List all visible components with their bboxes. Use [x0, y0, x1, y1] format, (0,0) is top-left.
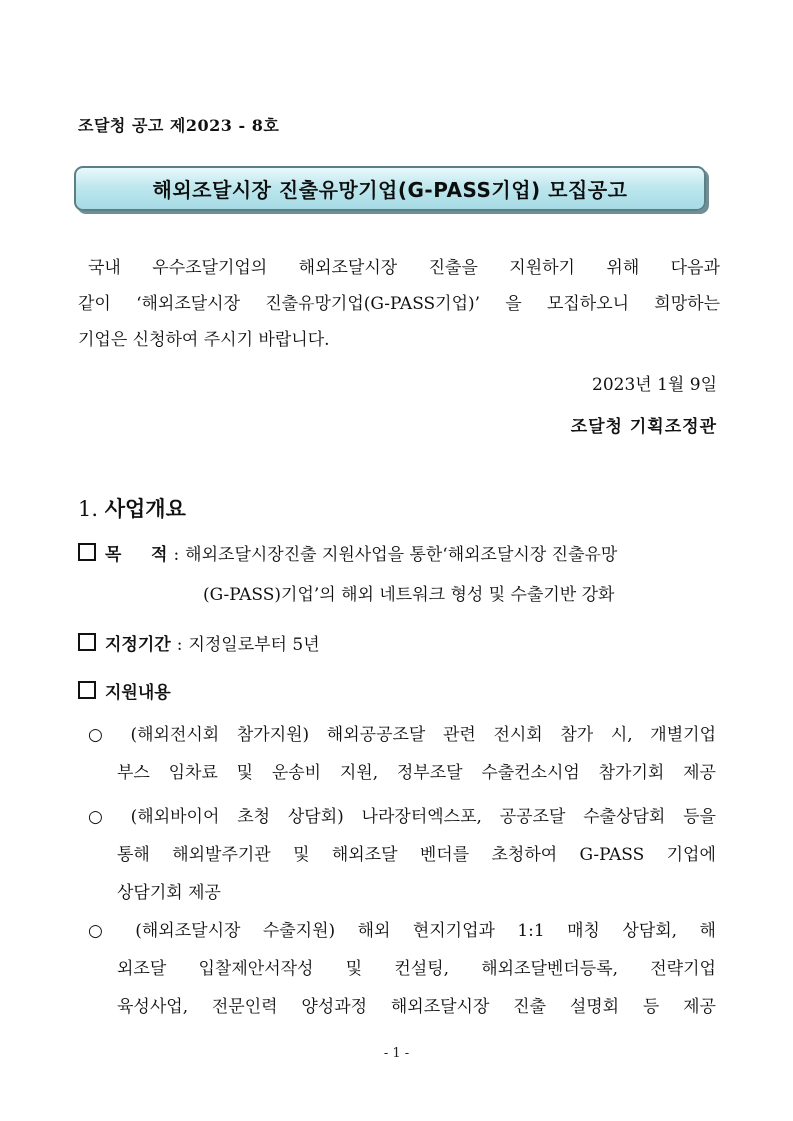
bullet-word: 참가기회: [598, 763, 665, 783]
announcement-date: 2023년 1월 9일: [592, 375, 717, 395]
bullet-word: 통해: [117, 845, 150, 865]
intro-paragraph: [78, 250, 720, 358]
bullet-word: 현지기업과: [412, 921, 495, 941]
bullet-word: 제공: [683, 763, 716, 783]
issuer: 조달청 기획조정관: [570, 417, 717, 437]
support-bullet-2: [88, 798, 716, 912]
bullet-word: 해외조달시장: [390, 997, 490, 1017]
intro-word: 을: [505, 294, 522, 314]
designation-label: 지정기간: [105, 635, 171, 655]
bullet-line: [88, 836, 716, 874]
bullet-word: 상담회): [287, 807, 344, 827]
intro-word: 진출유망기업(G-PASS기업)’: [265, 294, 481, 314]
bullet-word: 외조달: [117, 959, 167, 979]
separator: :: [176, 635, 183, 655]
intro-word: 같이: [78, 294, 111, 314]
intro-word: ‘해외조달시장: [136, 294, 241, 314]
circle-bullet-icon: ○: [88, 921, 103, 941]
bullet-word: 참가지원): [236, 725, 310, 745]
bullet-word: 수출지원): [262, 921, 336, 941]
bullet-word: 해외조달벤더등록,: [481, 959, 619, 979]
bullet-word: (해외바이어: [130, 807, 220, 827]
section-heading: [78, 493, 186, 523]
bullet-word: 개별기업: [650, 725, 716, 745]
bullet-word: 및: [345, 959, 363, 979]
bullet-word: 공공조달: [499, 807, 566, 827]
bullet-word: 부스: [117, 763, 150, 783]
intro-word: 지원하기: [509, 258, 575, 278]
bullet-word: (해외조달시장: [135, 921, 241, 941]
bullet-word: 임차료: [168, 763, 218, 783]
intro-word: 국내: [88, 258, 121, 278]
bullet-word: 제공: [683, 997, 716, 1017]
bullet-line: [88, 912, 716, 950]
bullet-word: 정부조달: [396, 763, 463, 783]
intro-word: 우수조달기업의: [152, 258, 268, 278]
bullet-word: 설명회: [569, 997, 620, 1017]
document-title: 해외조달시장 진출유망기업(G-PASS기업) 모집공고: [152, 178, 628, 202]
support-bullet-1: [88, 716, 716, 792]
bullet-word: 전시회: [493, 725, 543, 745]
bullet-line: [88, 798, 716, 836]
intro-word: 다음과: [670, 258, 720, 278]
bullet-word: 및: [236, 763, 254, 783]
intro-word: 진출을: [428, 258, 478, 278]
bullet-word: 기업에: [666, 845, 716, 865]
bullet-line: [88, 950, 716, 988]
designation-value: 지정일로부터 5년: [188, 635, 320, 655]
intro-word: 해외조달시장: [298, 258, 398, 278]
intro-line-1: [78, 250, 720, 286]
bullet-word: 양성과정: [301, 997, 368, 1017]
bullet-word: 수출상담회: [583, 807, 666, 827]
bullet-word: 수출컨소시엄: [481, 763, 580, 783]
bullet-word: 관련: [442, 725, 476, 745]
bullet-word: 지원,: [339, 763, 379, 783]
bullet-word: 시,: [610, 725, 633, 745]
intro-line-2: [78, 286, 720, 322]
bullet-word: 및: [293, 845, 310, 865]
circle-bullet-icon: ○: [88, 807, 103, 827]
bullet-word: 해: [699, 921, 716, 941]
bullet-line: [88, 716, 716, 754]
notice-number: 조달청 공고 제2023 - 8호: [78, 116, 280, 135]
bullet-word: 해외: [357, 921, 391, 941]
title-banner: [74, 166, 706, 211]
bullet-word: 벤더를: [419, 845, 470, 865]
bullet-word: 해외조달: [331, 845, 398, 865]
bullet-word: 상담회,: [622, 921, 678, 941]
bullet-word: 초청: [237, 807, 271, 827]
bullet-word: 해외공공조달: [326, 725, 426, 745]
purpose-item: [78, 540, 617, 565]
bullet-word: 초청하여: [491, 845, 558, 865]
circle-bullet-icon: ○: [88, 725, 103, 745]
bullet-word: 1:1: [517, 921, 545, 941]
separator: :: [173, 545, 180, 565]
bullet-word: 전략기업: [650, 959, 716, 979]
intro-line-3: 기업은 신청하여 주시기 바랍니다.: [78, 330, 330, 350]
bullet-word: 해외발주기관: [172, 845, 271, 865]
bullet-word: (해외전시회: [130, 725, 220, 745]
intro-word: 희망하는: [654, 294, 720, 314]
bullet-text: 상담기회 제공: [117, 883, 221, 903]
purpose-line-1: 해외조달시장진출 지원사업을 통한‘해외조달시장 진출유망: [185, 545, 618, 565]
page-number: - 1 -: [383, 1046, 410, 1061]
bullet-word: 운송비: [271, 763, 322, 783]
intro-word: 위해: [606, 258, 640, 278]
square-bullet-icon: [78, 543, 96, 561]
bullet-word: 입찰제안서작성: [198, 959, 314, 979]
intro-word: 모집하오니: [546, 294, 630, 314]
bullet-line: [88, 754, 716, 792]
bullet-word: 나라장터엑스포,: [361, 807, 482, 827]
bullet-word: 전문인력: [211, 997, 278, 1017]
support-bullet-3: [88, 912, 716, 1026]
bullet-word: 참가: [560, 725, 594, 745]
bullet-line: [88, 988, 716, 1026]
designation-item: [78, 630, 320, 655]
bullet-line: [88, 874, 716, 912]
section-title: 사업개요: [104, 497, 186, 521]
bullet-word: 육성사업,: [117, 997, 189, 1017]
purpose-label: 목 적: [105, 545, 168, 565]
purpose-line-2: (G-PASS)기업’의 해외 네트워크 형성 및 수출기반 강화: [203, 585, 615, 605]
support-item: [78, 678, 171, 703]
bullet-word: G-PASS: [579, 845, 645, 865]
square-bullet-icon: [78, 633, 96, 651]
bullet-word: 매칭: [567, 921, 600, 941]
support-label: 지원내용: [105, 683, 171, 703]
bullet-word: 등을: [683, 807, 716, 827]
square-bullet-icon: [78, 681, 96, 699]
bullet-word: 진출: [513, 997, 547, 1017]
bullet-word: 컨설팅,: [394, 959, 450, 979]
section-number: 1.: [78, 497, 99, 521]
bullet-word: 등: [642, 997, 660, 1017]
